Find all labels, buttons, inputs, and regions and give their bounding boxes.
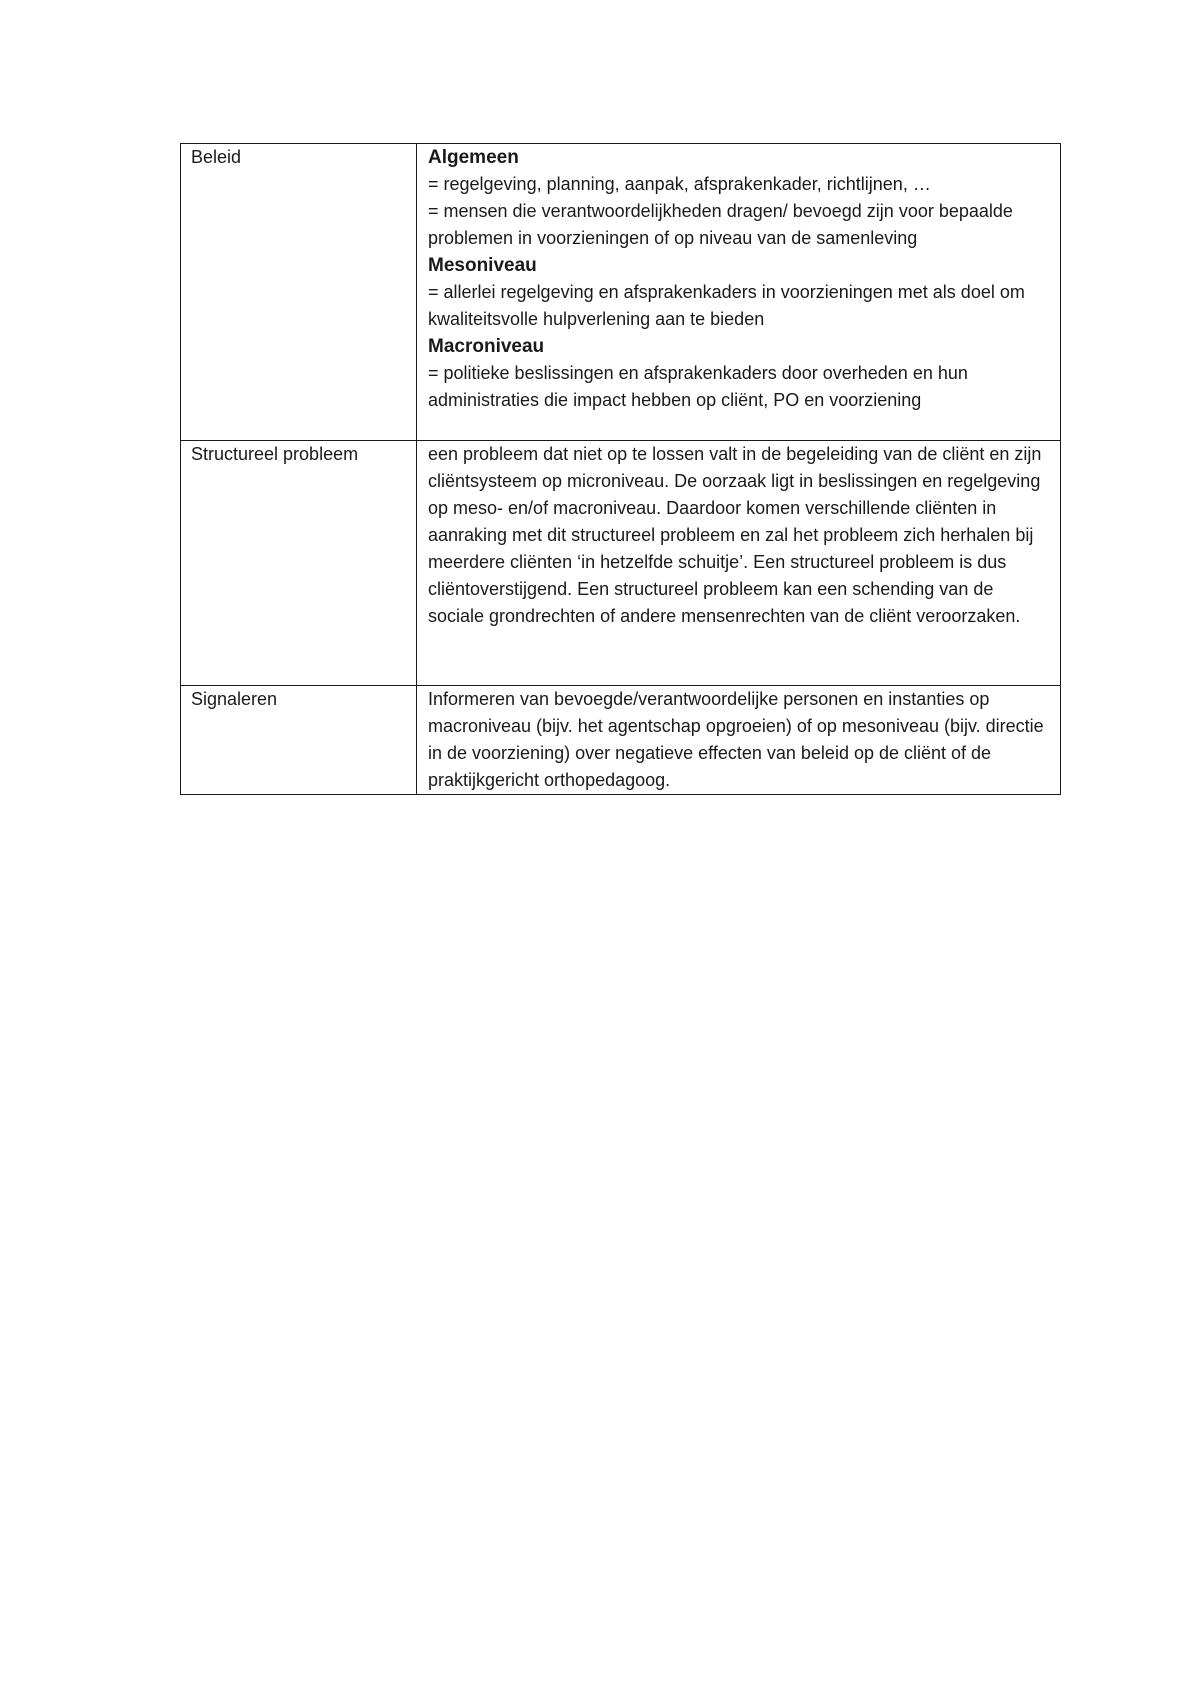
definition-line: = politieke beslissingen en afsprakenkaders door overheden en hun administraties die impact hebben op cliënt, PO en voorziening (428, 363, 968, 410)
term-cell (181, 686, 417, 795)
definition-cell (417, 144, 1061, 441)
term-label: Beleid (191, 147, 242, 167)
section-heading: Macroniveau (428, 336, 545, 357)
definition-cell (417, 686, 1061, 795)
glossary-table (180, 143, 1061, 795)
table-row (181, 441, 1061, 686)
table-row (181, 144, 1061, 441)
term-label: Signaleren (191, 689, 278, 709)
definition-line: = mensen die verantwoordelijkheden dragen/ bevoegd zijn voor bepaalde problemen in voorzieningen of op niveau van de samenleving (428, 201, 1013, 248)
definition-text: een probleem dat niet op te lossen valt in de begeleiding van de cliënt en zijn cliëntsysteem op microniveau. De oorzaak ligt in beslissingen en regelgeving op meso- en/of macroniveau. Daardoor komen verschillende cliënten in aanraking met dit structureel probleem en zal het probleem zich herhalen bij meerdere cliënten ‘in hetzelfde schuitje’. Een structureel probleem is dus cliëntoverstijgend. Een structureel probleem kan een schending van de sociale grondrechten of andere mensenrechten van de cliënt veroorzaken. (428, 444, 1042, 626)
definition-line: = regelgeving, planning, aanpak, afsprakenkader, richtlijnen, … (428, 174, 931, 194)
term-cell (181, 144, 417, 441)
definition-line: = allerlei regelgeving en afsprakenkaders in voorzieningen met als doel om kwaliteitsvolle hulpverlening aan te bieden (428, 282, 1025, 329)
definition-cell (417, 441, 1061, 686)
table-row (181, 686, 1061, 795)
section-heading: Mesoniveau (428, 255, 537, 276)
term-cell (181, 441, 417, 686)
term-label: Structureel probleem (191, 444, 359, 464)
definition-text: Informeren van bevoegde/verantwoordelijke personen en instanties op macroniveau (bijv. het agentschap opgroeien) of op mesoniveau (bijv. directie in de voorziening) over negatieve effecten van beleid op de cliënt of de praktijkgericht orthopedagoog. (428, 689, 1044, 790)
section-heading: Algemeen (428, 147, 519, 168)
